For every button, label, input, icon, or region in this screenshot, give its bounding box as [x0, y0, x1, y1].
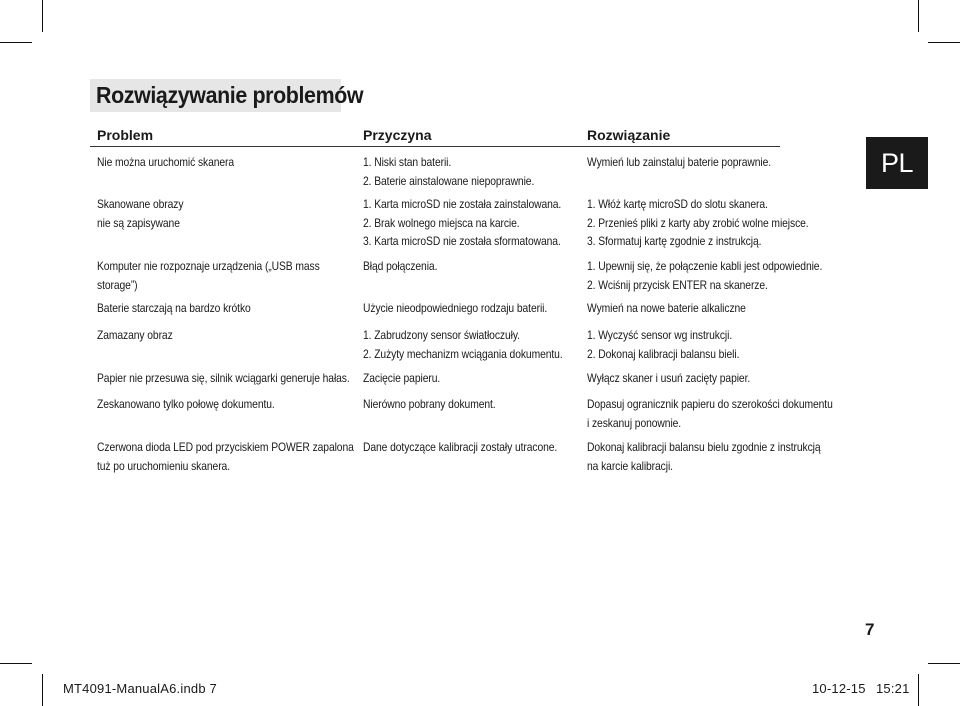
- solution-cell: Dokonaj kalibracji balansu bielu zgodnie z instrukcją na karcie kalibracji.: [587, 440, 821, 473]
- crop-mark: [42, 0, 43, 32]
- solution-cell: Wymień lub zainstaluj baterie poprawnie.: [587, 155, 772, 169]
- cause-cell: Zacięcie papieru.: [363, 371, 441, 385]
- crop-mark: [928, 663, 960, 664]
- solution-cell: 1. Wyczyść sensor wg instrukcji. 2. Dokonaj kalibracji balansu bieli.: [587, 328, 740, 361]
- page-title: Rozwiązywanie problemów: [96, 82, 364, 108]
- footer-filename: MT4091-ManualA6.indb 7: [63, 681, 217, 696]
- crop-mark: [918, 674, 919, 706]
- header-cause: Przyczyna: [363, 127, 432, 143]
- footer-date: 10-12-15: [812, 681, 866, 696]
- cause-cell: Błąd połączenia.: [363, 259, 438, 273]
- crop-mark: [0, 663, 32, 664]
- cause-cell: 1. Karta microSD nie została zainstalowana. 2. Brak wolnego miejsca na karcie. 3. Karta microSD nie została sformatowana.: [363, 197, 562, 248]
- problem-cell: Zamazany obraz: [97, 328, 173, 342]
- language-tab: PL: [866, 137, 928, 189]
- problem-cell: Baterie starczają na bardzo krótko: [97, 301, 251, 315]
- problem-cell: Papier nie przesuwa się, silnik wciągarki generuje hałas.: [97, 371, 350, 385]
- crop-mark: [928, 42, 960, 43]
- cause-cell: Dane dotyczące kalibracji zostały utracone.: [363, 440, 558, 454]
- page-number: 7: [865, 620, 875, 639]
- cause-cell: Użycie nieodpowiedniego rodzaju baterii.: [363, 301, 548, 315]
- solution-cell: Dopasuj ogranicznik papieru do szerokości dokumentu i zeskanuj ponownie.: [587, 397, 833, 430]
- crop-mark: [0, 42, 32, 43]
- problem-cell: Skanowane obrazy nie są zapisywane: [97, 197, 184, 230]
- solution-cell: Wyłącz skaner i usuń zacięty papier.: [587, 371, 751, 385]
- footer-time: 15:21: [876, 681, 910, 696]
- crop-mark: [42, 674, 43, 706]
- problem-cell: Czerwona dioda LED pod przyciskiem POWER zapalona tuż po uruchomieniu skanera.: [97, 440, 354, 473]
- solution-cell: 1. Włóż kartę microSD do slotu skanera. 2. Przenieś pliki z karty aby zrobić wolne miejsce. 3. Sformatuj kartę zgodnie z instrukcją.: [587, 197, 809, 248]
- cause-cell: 1. Niski stan baterii. 2. Baterie ainstalowane niepoprawnie.: [363, 155, 535, 188]
- problem-cell: Nie można uruchomić skanera: [97, 155, 235, 169]
- problem-cell: Zeskanowano tylko połowę dokumentu.: [97, 397, 275, 411]
- cause-cell: Nierówno pobrany dokument.: [363, 397, 496, 411]
- cause-cell: 1. Zabrudzony sensor światłoczuły. 2. Zużyty mechanizm wciągania dokumentu.: [363, 328, 563, 361]
- header-rule: [90, 146, 780, 147]
- solution-cell: 1. Upewnij się, że połączenie kabli jest odpowiednie. 2. Wciśnij przycisk ENTER na skanerze.: [587, 259, 823, 292]
- header-problem: Problem: [97, 127, 154, 143]
- problem-cell: Komputer nie rozpoznaje urządzenia („USB mass storage”): [97, 259, 320, 292]
- crop-mark: [918, 0, 919, 32]
- solution-cell: Wymień na nowe baterie alkaliczne: [587, 301, 746, 315]
- header-solution: Rozwiązanie: [587, 127, 671, 143]
